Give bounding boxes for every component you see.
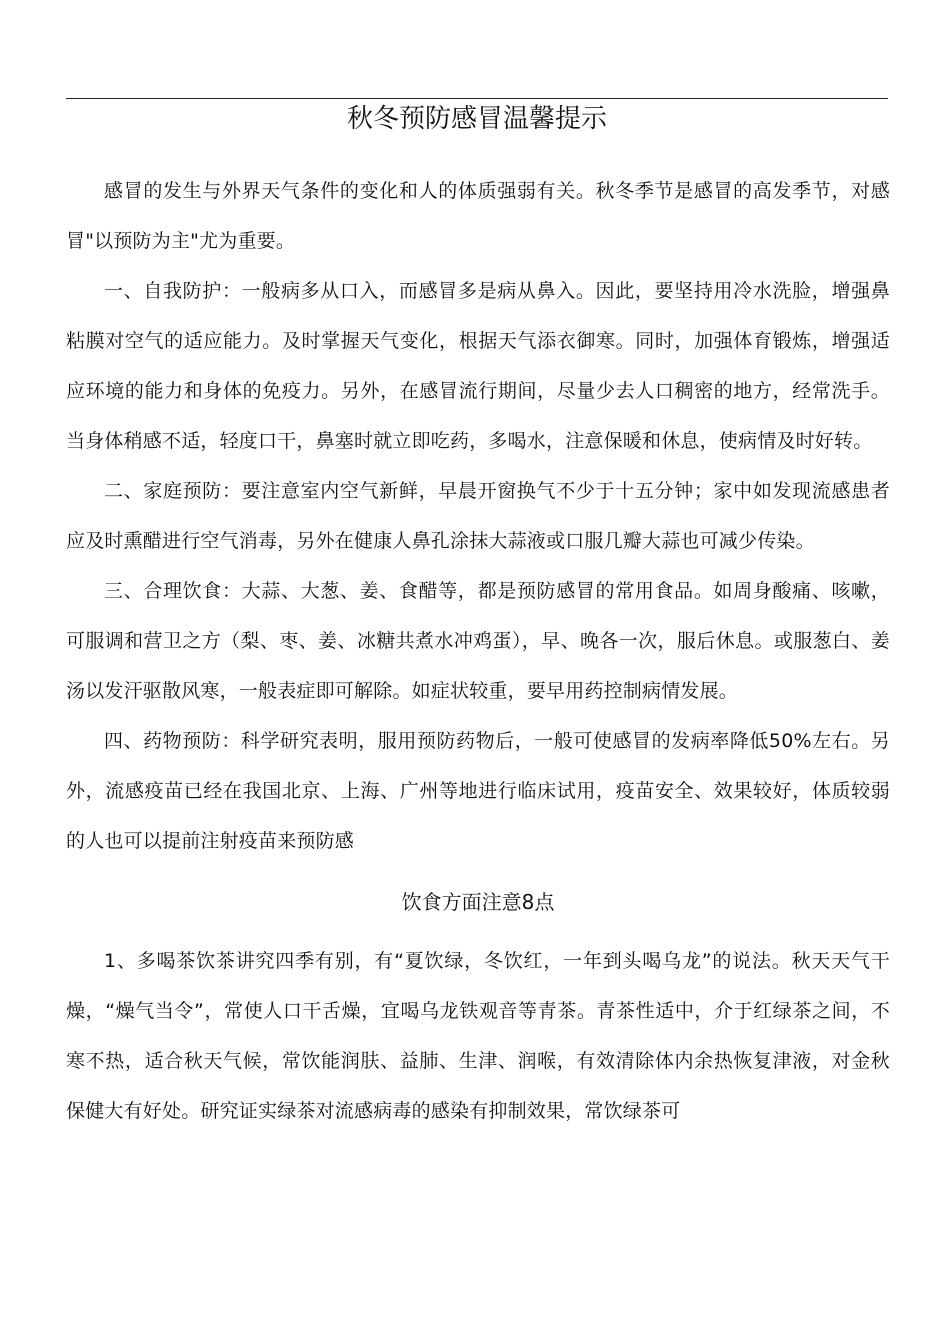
- paragraph-medicine: 四、药物预防：科学研究表明，服用预防药物后，一般可使感冒的发病率降低50%左右。另外，流感疫苗已经在我国北京、上海、广州等地进行临床试用，疫苗安全、效果较好，体质较弱的人也可以提前注射疫苗来预防感: [66, 730, 890, 852]
- document-body: [66, 166, 890, 1136]
- diet-section-heading: 饮食方面注意8点: [401, 890, 555, 914]
- paragraph-home-prevention: 二、家庭预防：要注意室内空气新鲜，早晨开窗换气不少于十五分钟；家中如发现流感患者应及时熏醋进行空气消毒，另外在健康人鼻孔涂抹大蒜液或口服几瓣大蒜也可减少传染。: [66, 480, 890, 552]
- diet-tip-1: 1、多喝茶饮茶讲究四季有别，有“夏饮绿，冬饮红，一年到头喝乌龙”的说法。秋天天气干燥，“燥气当令”，常使人口干舌燥，宜喝乌龙铁观音等青茶。青茶性适中，介于红绿茶之间，不寒不热，适合秋天气候，常饮能润肤、益肺、生津、润喉，有效清除体内余热恢复津液，对金秋保健大有好处。研究证实绿茶对流感病毒的感染有抑制效果，常饮绿茶可: [66, 950, 890, 1122]
- paragraph-self-protection: 一、自我防护：一般病多从口入，而感冒多是病从鼻入。因此，要坚持用冷水洗脸，增强鼻粘膜对空气的适应能力。及时掌握天气变化，根据天气添衣御寒。同时，加强体育锻炼，增强适应环境的能力和身体的免疫力。另外，在感冒流行期间，尽量少去人口稠密的地方，经常洗手。当身体稍感不适，轻度口干，鼻塞时就立即吃药，多喝水，注意保暖和休息，使病情及时好转。: [66, 280, 890, 452]
- document-title: 秋冬预防感冒温馨提示: [346, 104, 607, 134]
- paragraph-diet: 三、合理饮食：大蒜、大葱、姜、食醋等，都是预防感冒的常用食品。如周身酸痛、咳嗽，可服调和营卫之方（梨、枣、姜、冰糖共煮水冲鸡蛋），早、晚各一次，服后休息。或服葱白、姜汤以发汗驱散风寒，一般表症即可解除。如症状较重，要早用药控制病情发展。: [66, 580, 890, 702]
- header-rule: [66, 98, 888, 99]
- intro-paragraph: 感冒的发生与外界天气条件的变化和人的体质强弱有关。秋冬季节是感冒的高发季节，对感冒"以预防为主"尤为重要。: [66, 180, 890, 252]
